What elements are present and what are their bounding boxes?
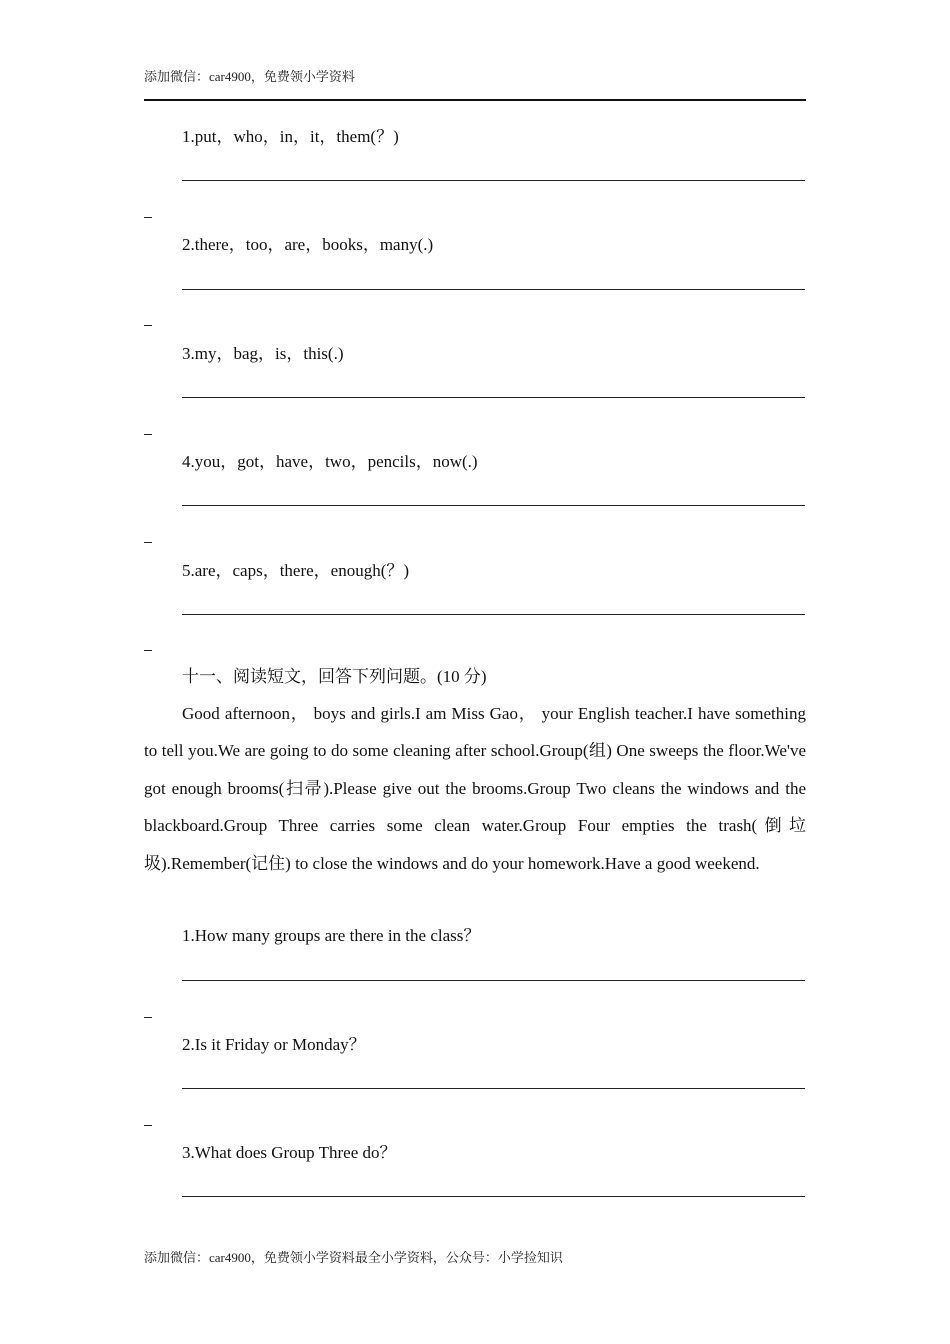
reading-question-2: 2.Is it Friday or Monday？ <box>182 1035 366 1054</box>
reorder-question-3: 3.my，bag，is，this(.) <box>182 344 344 363</box>
line-continuation-dash <box>144 650 152 651</box>
reading-question-3: 3.What does Group Three do？ <box>182 1143 397 1162</box>
line-continuation-dash <box>144 434 152 435</box>
reorder-question-4: 4.you，got，have，two，pencils，now(.) <box>182 452 478 471</box>
answer-line-4 <box>182 505 805 506</box>
reading-answer-line-1 <box>182 980 805 981</box>
reorder-question-5: 5.are，caps，there，enough(？) <box>182 561 410 580</box>
reorder-question-1: 1.put，who，in，it，them(？) <box>182 127 399 146</box>
reading-question-1: 1.How many groups are there in the class？ <box>182 926 481 945</box>
header-text: 添加微信：car4900，免费领小学资料 <box>144 69 355 84</box>
reading-passage: Good afternoon， boys and girls.I am Miss Gao， your English teacher.I have something to tell you.We are going to do some cleaning after school.Group(组) One sweeps the floor.We've got enough brooms(扫帚).Please give out the brooms.Group Two cleans the windows and the blackboard.Group Three carries some clean water.Group Four empties the trash(倒垃圾).Remember(记住) to close the windows and do your homework.Have a good weekend. <box>144 704 806 873</box>
line-continuation-dash <box>144 325 152 326</box>
footer-text: 添加微信：car4900，免费领小学资料最全小学资料，公众号：小学捡知识 <box>144 1250 563 1265</box>
reorder-question-2: 2.there，too，are，books，many(.) <box>182 235 434 254</box>
line-continuation-dash <box>144 1125 152 1126</box>
answer-line-2 <box>182 289 805 290</box>
header-divider <box>144 99 806 101</box>
reading-answer-line-3 <box>182 1196 805 1197</box>
section-title: 十一、阅读短文，回答下列问题。(10 分) <box>182 667 487 686</box>
reading-answer-line-2 <box>182 1088 805 1089</box>
line-continuation-dash <box>144 1017 152 1018</box>
answer-line-1 <box>182 180 805 181</box>
answer-line-5 <box>182 614 805 615</box>
line-continuation-dash <box>144 542 152 543</box>
line-continuation-dash <box>144 217 152 218</box>
answer-line-3 <box>182 397 805 398</box>
